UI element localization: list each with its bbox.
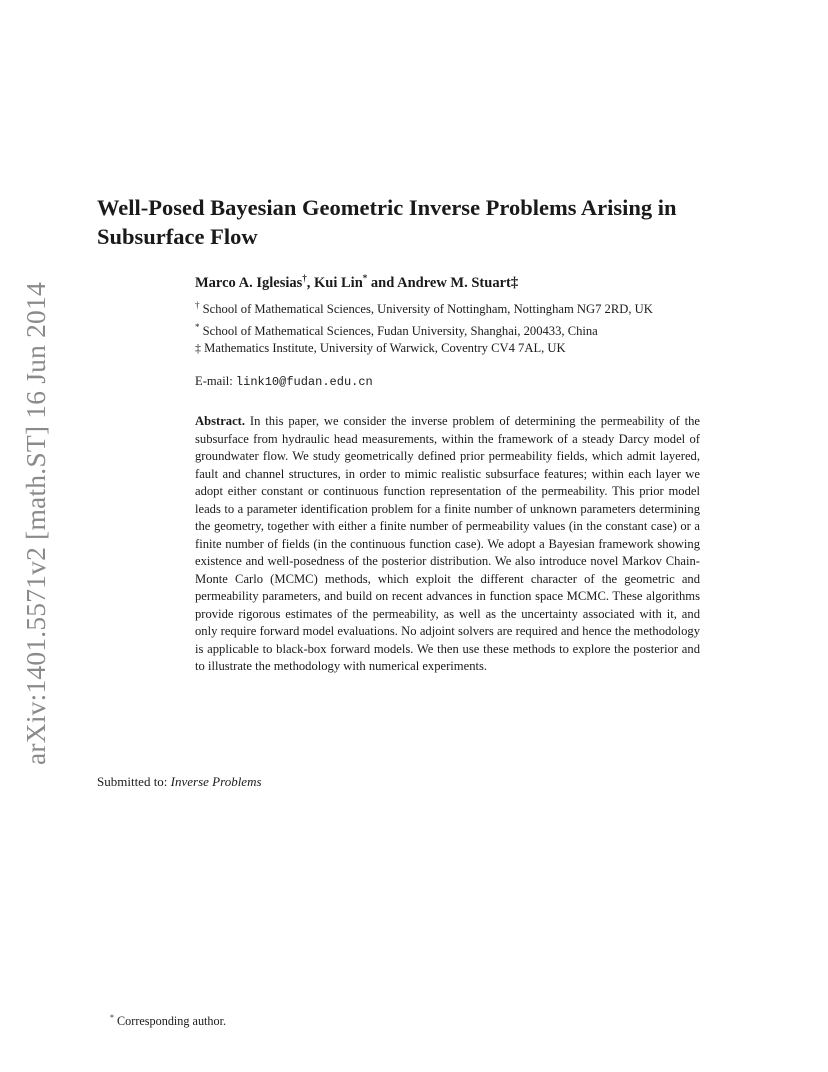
affiliation-item: [195, 340, 665, 358]
footnote-corresponding-author: [110, 1013, 226, 1029]
paper-title: Well-Posed Bayesian Geometric Inverse Problems Arising in Subsurface Flow: [97, 195, 677, 249]
contact-email: [195, 374, 373, 389]
abstract-label: Abstract.: [195, 414, 246, 428]
abstract: [195, 413, 700, 676]
journal-name: Inverse Problems: [170, 774, 262, 789]
arxiv-identifier-stamp: arXiv:1401.5571v2 [math.ST] 16 Jun 2014: [20, 282, 51, 765]
affiliation-mark: *: [362, 273, 368, 283]
affiliation-mark: *: [195, 321, 200, 332]
email-label: E-mail:: [195, 374, 236, 388]
author-separator: and: [367, 274, 398, 291]
author-name: Marco A. Iglesias: [195, 274, 303, 291]
footnote-mark: *: [110, 1013, 114, 1022]
affiliation-text: Mathematics Institute, University of Warwick, Coventry CV4 7AL, UK: [204, 341, 566, 356]
footnote-text: Corresponding author.: [114, 1014, 227, 1029]
author-separator: ,: [306, 274, 315, 291]
affiliation-item: [195, 297, 665, 319]
affiliation-mark: †: [302, 273, 307, 283]
author-name: Kui Lin: [314, 274, 363, 291]
submission-label: Submitted to:: [97, 774, 171, 789]
affiliation-list: [195, 297, 665, 358]
author-name: Andrew M. Stuart: [397, 274, 511, 291]
affiliation-mark: ‡: [510, 274, 519, 291]
abstract-text: In this paper, we consider the inverse problem of determining the permeability of the subsurface from hydraulic head measurements, within the framework of a steady Darcy model of groundwater flow. We study geometrically defined prior permeability fields, which admit layered, fault and channel structures, in order to mimic realistic subsurface features; within each layer we adopt either constant or continuous function representation of the permeability. This prior model leads to a parameter identification problem for a finite number of unknown parameters determining the geometry, together with either a finite number of permeability values (in the constant case) or a finite number of fields (in the continuous function case). We adopt a Bayesian framework showing existence and well-posedness of the posterior distribution. We also introduce novel Markov Chain-Monte Carlo (MCMC) methods, which exploit the different character of the geometric and permeability parameters, and build on recent advances in function space MCMC. These algorithms provide rigorous estimates of the permeability, as well as the uncertainty associated with it, and only require forward model evaluations. No adjoint solvers are required and hence the methodology is applicable to black-box forward models. We then use these methods to explore the posterior and to illustrate the methodology with numerical experiments.: [195, 414, 700, 673]
email-address: link10@fudan.edu.cn: [235, 375, 373, 389]
affiliation-mark: †: [195, 300, 200, 310]
affiliation-text: School of Mathematical Sciences, University of Nottingham, Nottingham NG7 2RD, UK: [202, 302, 653, 317]
affiliation-mark: ‡: [195, 341, 201, 356]
affiliation-text: School of Mathematical Sciences, Fudan University, Shanghai, 200433, China: [202, 323, 598, 338]
author-list: [195, 273, 518, 292]
affiliation-item: [195, 319, 665, 341]
submission-note: [97, 774, 262, 790]
